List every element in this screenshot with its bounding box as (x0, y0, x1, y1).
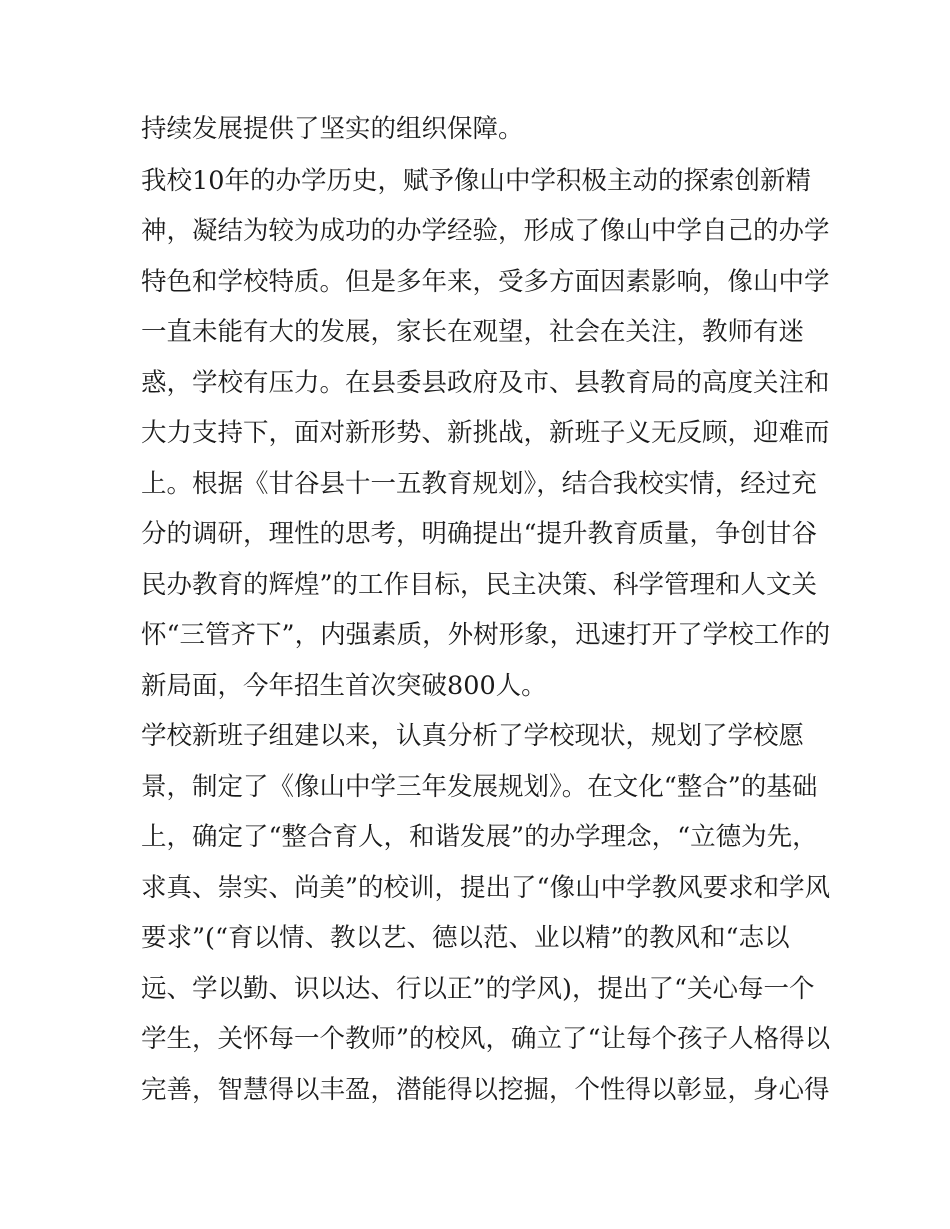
text-line: 民办教育的辉煌”的工作目标，民主决策、科学管理和人文关 (141, 570, 818, 600)
text-line: 上，确定了“整合育人，和谐发展”的办学理念，“立德为先， (141, 822, 818, 852)
text-line: 学生，关怀每一个教师”的校风，确立了“让每个孩子人格得以 (141, 1024, 831, 1054)
text-line: 要求”(“育以情、教以艺、德以范、业以精”的教风和“志以 (141, 923, 790, 953)
text-line: 完善，智慧得以丰盈，潜能得以挖掘，个性得以彰显，身心得 (141, 1075, 830, 1105)
text-line: 一直未能有大的发展，家长在观望，社会在关注，教师有迷 (141, 317, 805, 347)
text-line: 持续发展提供了坚实的组织保障。 (141, 114, 524, 144)
text-line: 景，制定了《像山中学三年发展规划》。在文化“整合”的基础 (141, 772, 818, 802)
text-line: 远、学以勤、识以达、行以正”的学风)，提出了“关心每一个 (141, 974, 815, 1004)
text-line: 我校10年的办学历史，赋予像山中学积极主动的探索创新精 (141, 166, 811, 196)
text-line: 特色和学校特质。但是多年来，受多方面因素影响，像山中学 (141, 267, 830, 297)
text-line: 大力支持下，面对新形势、新挑战，新班子义无反顾，迎难而 (141, 418, 830, 448)
text-line: 新局面，今年招生首次突破800人。 (141, 671, 547, 701)
text-line: 神，凝结为较为成功的办学经验，形成了像山中学自己的办学 (141, 216, 830, 246)
text-line: 怀“三管齐下”，内强素质，外树形象，迅速打开了学校工作的 (141, 620, 831, 650)
text-line: 分的调研，理性的思考，明确提出“提升教育质量，争创甘谷 (141, 519, 818, 549)
text-line: 学校新班子组建以来，认真分析了学校现状，规划了学校愿 (141, 721, 805, 751)
text-line: 上。根据《甘谷县十一五教育规划》，结合我校实情，经过充 (141, 469, 817, 499)
text-line: 惑，学校有压力。在县委县政府及市、县教育局的高度关注和 (141, 368, 830, 398)
text-line: 求真、崇实、尚美”的校训，提出了“像山中学教风要求和学风 (141, 873, 831, 903)
